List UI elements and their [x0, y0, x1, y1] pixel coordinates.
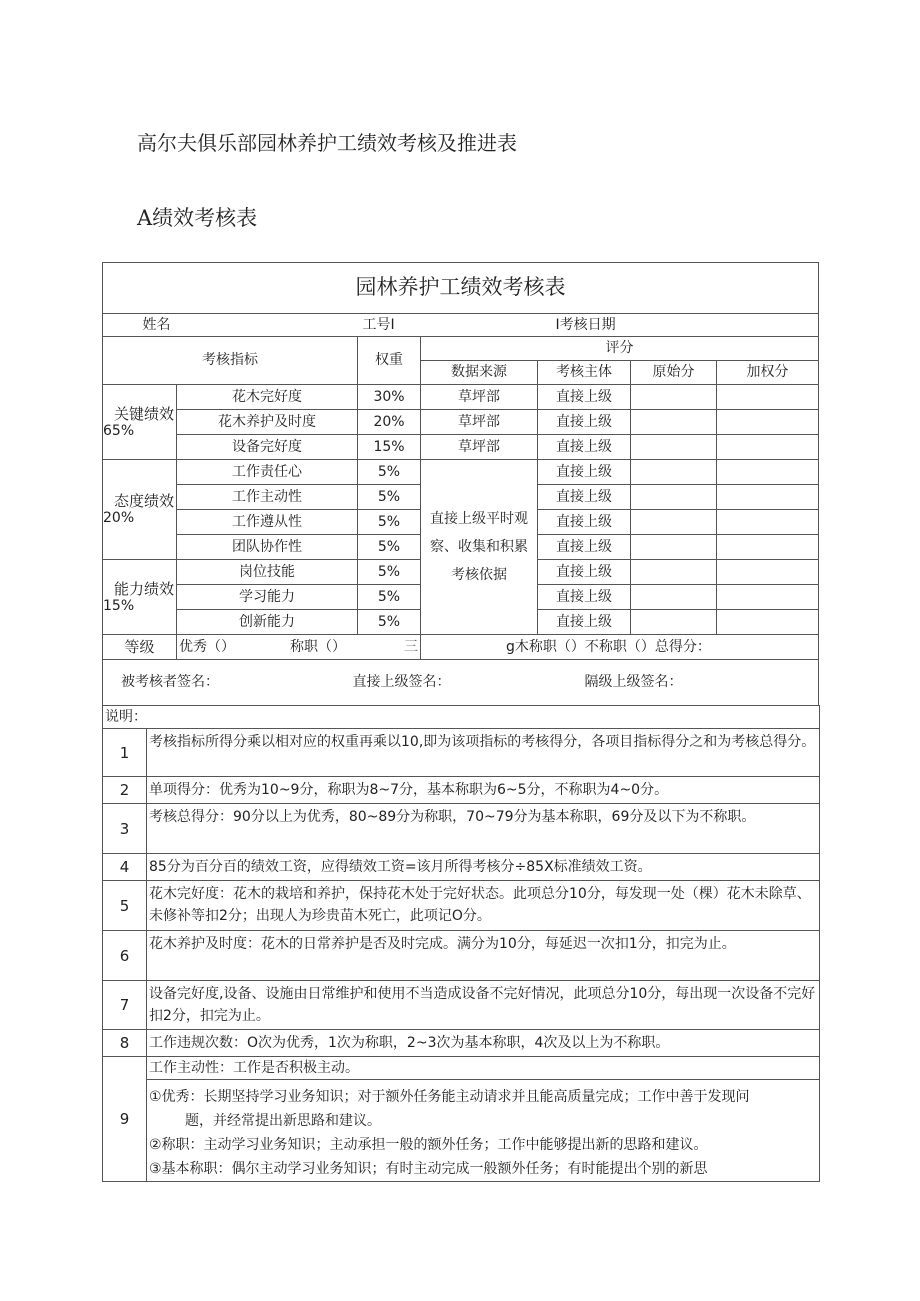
note-number: 5	[103, 881, 147, 931]
notes-label: 说明：	[103, 706, 820, 729]
note-row	[103, 881, 820, 931]
weighted-score-cell[interactable]	[717, 460, 819, 485]
assessment-subject: 直接上级	[538, 460, 631, 485]
note-text: 考核指标所得分乘以相对应的权重再乘以10,即为该项指标的考核得分，各项目指标得分之和为考核总得分。	[147, 729, 820, 777]
grade-excellent[interactable]: 优秀（）	[179, 638, 235, 655]
note-text: 考核总得分：90分以上为优秀，80~89分为称职，70~79分为基本称职，69分及以下为不称职。	[147, 804, 820, 854]
weighted-score-cell[interactable]	[717, 385, 819, 410]
name-label: 姓名	[142, 316, 171, 333]
notes-table	[102, 705, 820, 1182]
note-text: 85分为百分百的绩效工资，应得绩效工资=该月所得考核分÷85X标准绩效工资。	[147, 854, 820, 881]
note-text: 设备完好度,设备、设施由日常维护和使用不当造成设备不完好情况，此项总分10分，每出现一次设备不完好扣2分，扣完为止。	[147, 981, 820, 1030]
grade-rest: g木称职（）不称职（）总得分：	[421, 635, 819, 660]
indicator-name: 设备完好度	[177, 435, 358, 460]
category-name: 态度绩效	[113, 492, 174, 511]
indicator-name: 学习能力	[177, 585, 358, 610]
raw-score-cell[interactable]	[631, 510, 717, 535]
note9-excellent-cont: 题，并经常提出新思路和建议。	[185, 1113, 381, 1129]
category-percent: 65%	[103, 422, 135, 439]
note-number: 9	[103, 1057, 147, 1182]
indicator-weight: 5%	[358, 585, 421, 610]
assessment-subject: 直接上级	[538, 485, 631, 510]
data-source: 草坪部	[421, 385, 538, 410]
assessment-subject: 直接上级	[538, 385, 631, 410]
weighted-score-cell[interactable]	[717, 535, 819, 560]
indicator-name: 工作责任心	[177, 460, 358, 485]
category-percent: 15%	[103, 597, 135, 614]
supervisor-signature: 直接上级签名：	[352, 674, 451, 691]
note-row	[103, 729, 820, 777]
table-title: 园林养护工绩效考核表	[103, 263, 819, 314]
category-cell	[103, 560, 177, 635]
assessment-subject: 直接上级	[538, 510, 631, 535]
date-label: Ⅰ考核日期	[555, 316, 616, 333]
note-number: 2	[103, 777, 147, 804]
note-text: 单项得分：优秀为10~9分，称职为8~7分，基本称职为6~5分，不称职为4~0分。	[147, 777, 820, 804]
note-row	[103, 931, 820, 981]
assessee-signature: 被考核者签名：	[121, 674, 219, 691]
note-row	[103, 1030, 820, 1057]
note-row	[103, 804, 820, 854]
header-subject: 考核主体	[538, 361, 631, 385]
note9-head: 工作主动性：工作是否积极主动。	[149, 1060, 359, 1076]
note-text: 花木养护及时度：花木的日常养护是否及时完成。满分为10分，每延迟一次扣1分，扣完为止。	[147, 931, 820, 981]
table-row	[103, 435, 819, 460]
indicator-name: 工作遵从性	[177, 510, 358, 535]
info-row	[103, 314, 819, 337]
note-number: 3	[103, 804, 147, 854]
note-row	[103, 777, 820, 804]
weighted-score-cell[interactable]	[717, 435, 819, 460]
indicator-name: 花木养护及时度	[177, 410, 358, 435]
header-indicator: 考核指标	[103, 337, 358, 385]
header-source: 数据来源	[421, 361, 538, 385]
table-row	[103, 460, 819, 485]
category-percent: 20%	[103, 510, 135, 527]
assessment-subject: 直接上级	[538, 585, 631, 610]
indicator-name: 工作主动性	[177, 485, 358, 510]
header-score: 评分	[421, 337, 819, 361]
indicator-weight: 5%	[358, 560, 421, 585]
indicator-weight: 15%	[358, 435, 421, 460]
table-row	[103, 410, 819, 435]
note-number: 6	[103, 931, 147, 981]
assessment-subject: 直接上级	[538, 560, 631, 585]
raw-score-cell[interactable]	[631, 560, 717, 585]
raw-score-cell[interactable]	[631, 385, 717, 410]
shared-data-source: 直接上级平时观察、收集和积累考核依据	[421, 460, 538, 635]
assessment-subject: 直接上级	[538, 535, 631, 560]
assessment-subject: 直接上级	[538, 610, 631, 635]
weighted-score-cell[interactable]	[717, 510, 819, 535]
weighted-score-cell[interactable]	[717, 585, 819, 610]
assessment-subject: 直接上级	[538, 435, 631, 460]
weighted-score-cell[interactable]	[717, 485, 819, 510]
grade-options	[177, 635, 421, 660]
weighted-score-cell[interactable]	[717, 610, 819, 635]
indicator-name: 花木完好度	[177, 385, 358, 410]
note9-excellent: ①优秀：长期坚持学习业务知识；对于额外任务能主动请求并且能高质量完成；工作中善于发现问	[149, 1089, 750, 1105]
note-text: 工作违规次数：O次为优秀，1次为称职，2~3次为基本称职，4次及以上为不称职。	[147, 1030, 820, 1057]
indicator-weight: 5%	[358, 485, 421, 510]
indicator-name: 岗位技能	[177, 560, 358, 585]
raw-score-cell[interactable]	[631, 435, 717, 460]
category-cell	[103, 385, 177, 460]
id-label: 工号Ⅰ	[362, 316, 395, 333]
note9-basic: ③基本称职：偶尔主动学习业务知识；有时主动完成一般额外任务；有时能提出个别的新思	[149, 1161, 708, 1177]
indicator-weight: 5%	[358, 510, 421, 535]
note-text	[147, 1057, 820, 1182]
note-text: 花木完好度：花木的栽培和养护，保持花木处于完好状态。此项总分10分，每发现一处（棵）花木未除草、未修补等扣2分；出现人为珍贵苗木死亡，此项记O分。	[147, 881, 820, 931]
weighted-score-cell[interactable]	[717, 410, 819, 435]
grade-mark: 三	[404, 638, 418, 655]
raw-score-cell[interactable]	[631, 610, 717, 635]
header-raw: 原始分	[631, 361, 717, 385]
header-weighted: 加权分	[717, 361, 819, 385]
raw-score-cell[interactable]	[631, 410, 717, 435]
indicator-name: 创新能力	[177, 610, 358, 635]
note-number: 7	[103, 981, 147, 1030]
raw-score-cell[interactable]	[631, 460, 717, 485]
indicator-weight: 30%	[358, 385, 421, 410]
grade-competent[interactable]: 称职（）	[290, 638, 346, 655]
assessment-table	[102, 262, 819, 706]
data-source: 草坪部	[421, 435, 538, 460]
raw-score-cell[interactable]	[631, 535, 717, 560]
assessment-subject: 直接上级	[538, 410, 631, 435]
data-source: 草坪部	[421, 410, 538, 435]
category-name: 能力绩效	[113, 579, 174, 598]
note-number: 4	[103, 854, 147, 881]
senior-supervisor-signature: 隔级上级签名：	[584, 674, 683, 691]
indicator-weight: 20%	[358, 410, 421, 435]
indicator-weight: 5%	[358, 610, 421, 635]
note9-competent: ②称职：主动学习业务知识；主动承担一般的额外任务；工作中能够提出新的思路和建议。	[149, 1137, 708, 1153]
note-number: 8	[103, 1030, 147, 1057]
note-number: 1	[103, 729, 147, 777]
note-row	[103, 981, 820, 1030]
indicator-weight: 5%	[358, 535, 421, 560]
category-cell	[103, 460, 177, 560]
category-name: 关键绩效	[113, 404, 174, 423]
section-title: A绩效考核表	[137, 206, 258, 230]
signature-row	[103, 660, 819, 706]
note-row	[103, 854, 820, 881]
document-title: 高尔夫俱乐部园林养护工绩效考核及推进表	[137, 131, 517, 155]
table-row	[103, 385, 819, 410]
indicator-weight: 5%	[358, 460, 421, 485]
grade-label: 等级	[103, 635, 177, 660]
raw-score-cell[interactable]	[631, 585, 717, 610]
header-weight: 权重	[358, 337, 421, 385]
raw-score-cell[interactable]	[631, 485, 717, 510]
indicator-name: 团队协作性	[177, 535, 358, 560]
weighted-score-cell[interactable]	[717, 560, 819, 585]
